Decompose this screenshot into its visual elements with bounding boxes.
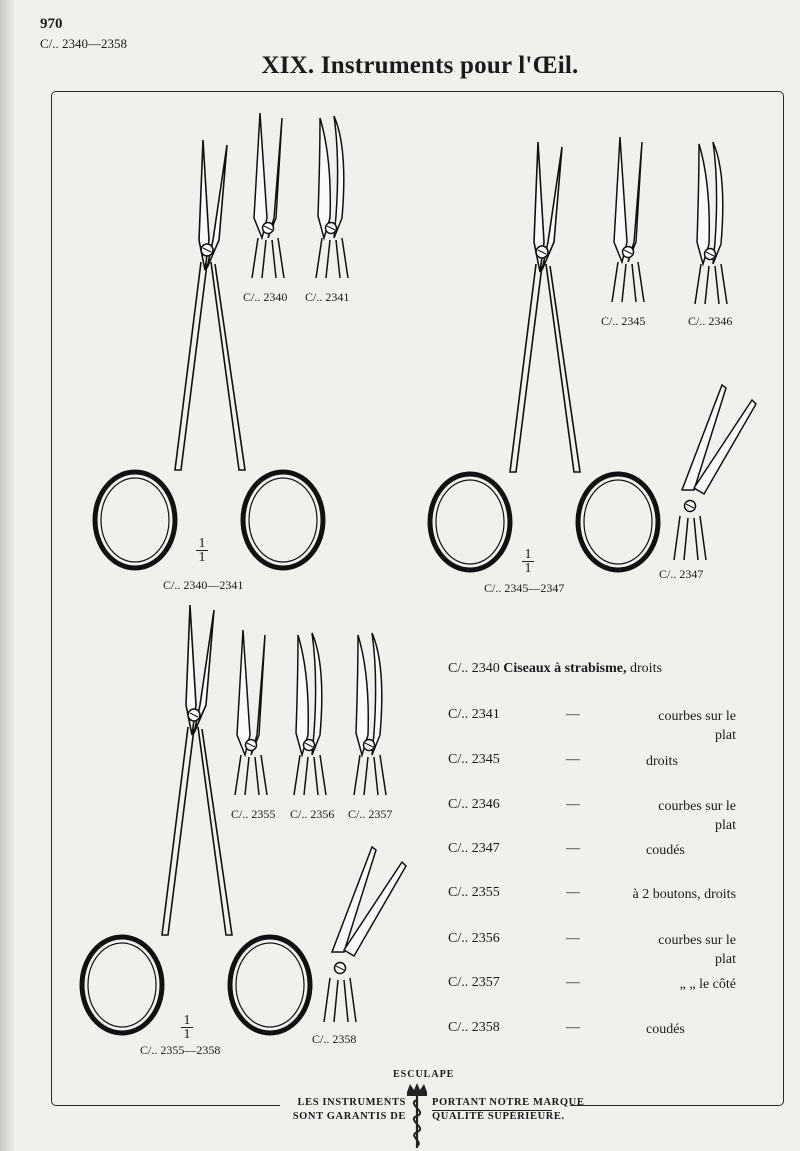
footer-divider xyxy=(432,1110,552,1111)
scissors-tip-icon xyxy=(294,633,326,795)
scissors-tip-icon xyxy=(324,847,406,1022)
page-reference: C/.. 2340—2358 xyxy=(40,36,128,51)
group-label: C/.. 2345—2347 xyxy=(484,581,565,595)
catalog-desc: coudés xyxy=(646,1022,685,1037)
scissors-tip-icon xyxy=(674,385,756,560)
scale-indicator: 1 1 xyxy=(181,1015,193,1040)
catalog-dash: — xyxy=(566,1020,580,1035)
scissors-tip-icon xyxy=(354,633,386,795)
scale-indicator: 1 1 xyxy=(522,549,534,574)
page-number: 970 xyxy=(40,16,63,32)
figure-label: C/.. 2356 xyxy=(290,807,335,821)
figure-label: C/.. 2345 xyxy=(601,314,646,328)
catalog-desc: droits xyxy=(646,754,678,769)
scale-indicator: 1 1 xyxy=(196,538,208,563)
catalog-dash: — xyxy=(566,707,580,722)
catalog-dash: — xyxy=(566,931,580,946)
catalog-name: Ciseaux à strabisme, xyxy=(503,661,627,676)
figure-label: C/.. 2347 xyxy=(659,567,704,581)
catalog-desc: „ „ le côté xyxy=(679,977,736,992)
scissors-tip-icon xyxy=(252,113,284,278)
catalog-desc: droits xyxy=(630,661,662,676)
group-label: C/.. 2340—2341 xyxy=(163,578,244,592)
catalog-dash: — xyxy=(566,975,580,990)
catalog-code: C/.. 2355 xyxy=(448,885,500,900)
figure-label: C/.. 2358 xyxy=(312,1032,357,1046)
footer-text: LES INSTRUMENTS xyxy=(297,1097,406,1108)
page-title: XIX. Instruments pour l'Œil. xyxy=(261,52,579,79)
figure-label: C/.. 2341 xyxy=(305,290,350,304)
scissors-icon xyxy=(82,605,310,1033)
catalog-code: C/.. 2358 xyxy=(448,1020,500,1035)
catalog-code: C/.. 2357 xyxy=(448,975,500,990)
scissors-tip-icon xyxy=(695,142,727,304)
footer-text: SONT GARANTIS DE xyxy=(292,1111,406,1122)
footer-text: PORTANT NOTRE MARQUE xyxy=(432,1097,585,1108)
scissors-tip-icon xyxy=(612,137,644,302)
catalog-dash: — xyxy=(566,752,580,767)
catalog-desc: courbes sur le plat xyxy=(658,709,736,743)
catalog-code: C/.. 2340 xyxy=(448,661,500,676)
scissors-tip-icon xyxy=(235,630,267,795)
footer-text: QUALITÉ SUPÉRIEURE. xyxy=(432,1111,565,1122)
catalog-desc: courbes sur le plat xyxy=(658,933,736,967)
catalog-dash: — xyxy=(566,885,580,900)
figure-label: C/.. 2340 xyxy=(243,290,288,304)
figure-label: C/.. 2346 xyxy=(688,314,733,328)
figure-label: C/.. 2355 xyxy=(231,807,276,821)
catalog-desc: courbes sur le plat xyxy=(658,799,736,833)
catalog-code: C/.. 2346 xyxy=(448,797,500,812)
catalog-code: C/.. 2347 xyxy=(448,841,500,856)
figure-label: C/.. 2357 xyxy=(348,807,393,821)
catalog-desc: coudés xyxy=(646,843,685,858)
catalog-code: C/.. 2341 xyxy=(448,707,500,722)
caduceus-crown-icon xyxy=(404,1082,430,1150)
scissors-tip-icon xyxy=(316,116,348,278)
catalog-code: C/.. 2356 xyxy=(448,931,500,946)
brand-name: ESCULAPE xyxy=(393,1069,455,1080)
catalog-desc: à 2 boutons, droits xyxy=(632,887,736,902)
catalog-code: C/.. 2345 xyxy=(448,752,500,767)
scissors-icon xyxy=(95,140,323,568)
group-label: C/.. 2355—2358 xyxy=(140,1043,221,1057)
catalog-dash: — xyxy=(566,797,580,812)
catalog-dash: — xyxy=(566,841,580,856)
